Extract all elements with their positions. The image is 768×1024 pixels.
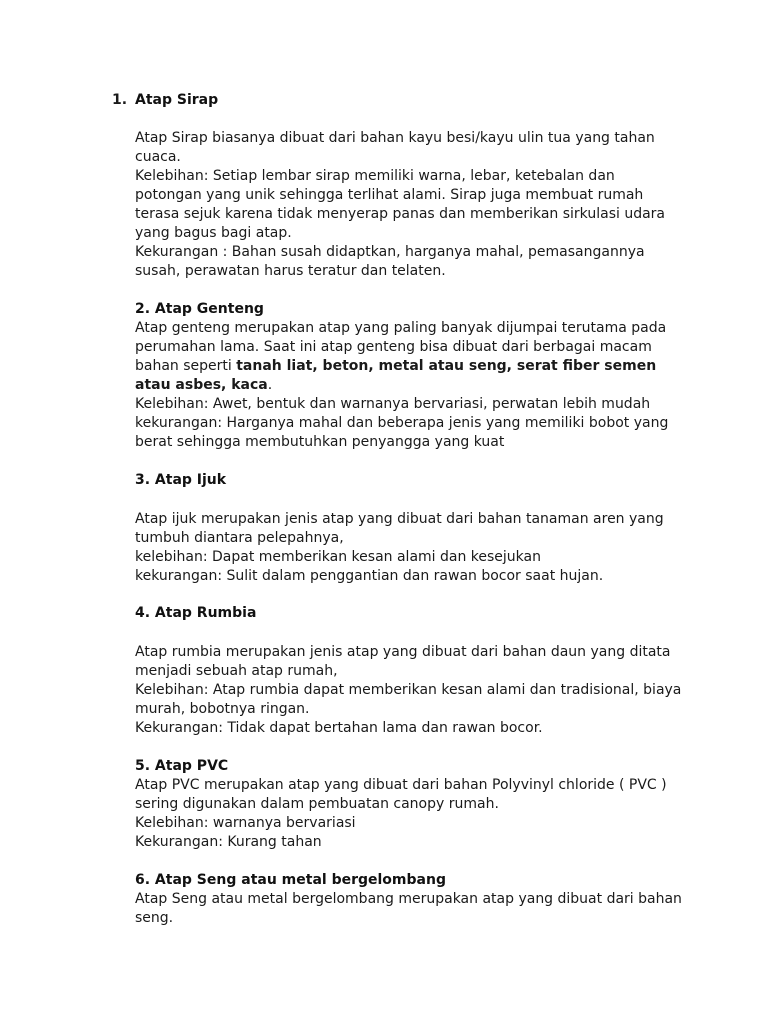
- paragraph-line: berat sehingga membutuhkan penyangga yang kuat: [135, 434, 505, 450]
- section-heading-atap-rumbia: 4. Atap Rumbia: [135, 605, 257, 621]
- plain-text: bahan seperti: [135, 358, 237, 374]
- paragraph-line: menjadi sebuah atap rumah,: [135, 663, 338, 679]
- paragraph-line: kelebihan: Dapat memberikan kesan alami dan kesejukan: [135, 549, 541, 565]
- plain-text: .: [267, 377, 273, 393]
- bold-text: tanah liat, beton, metal atau seng, serat fiber semen: [236, 358, 657, 374]
- section-heading-atap-sirap: Atap Sirap: [135, 92, 219, 108]
- paragraph-line: [135, 357, 695, 376]
- paragraph-line: Atap Sirap biasanya dibuat dari bahan kayu besi/kayu ulin tua yang tahan: [135, 130, 655, 146]
- paragraph-line: yang bagus bagi atap.: [135, 225, 292, 241]
- paragraph-line: potongan yang unik sehingga terlihat alami. Sirap juga membuat rumah: [135, 187, 644, 203]
- paragraph-line: Atap Seng atau metal bergelombang merupakan atap yang dibuat dari bahan: [135, 891, 682, 907]
- section-heading-atap-genteng: 2. Atap Genteng: [135, 301, 264, 317]
- paragraph-line: Kekurangan: Kurang tahan: [135, 834, 322, 850]
- list-number-1: 1.: [112, 92, 128, 108]
- bold-text: atau asbes, kaca: [135, 377, 268, 393]
- paragraph-line: susah, perawatan harus teratur dan telaten.: [135, 263, 446, 279]
- paragraph-line: Kelebihan: Atap rumbia dapat memberikan kesan alami dan tradisional, biaya: [135, 682, 682, 698]
- section-heading-atap-seng: 6. Atap Seng atau metal bergelombang: [135, 872, 446, 888]
- paragraph-line: Kelebihan: warnanya bervariasi: [135, 815, 356, 831]
- paragraph-line: Kelebihan: Setiap lembar sirap memiliki warna, lebar, ketebalan dan: [135, 168, 615, 184]
- paragraph-line: kekurangan: Sulit dalam penggantian dan rawan bocor saat hujan.: [135, 568, 604, 584]
- section-heading-atap-ijuk: 3. Atap Ijuk: [135, 472, 227, 488]
- paragraph-line: Kekurangan : Bahan susah didaptkan, harganya mahal, pemasangannya: [135, 244, 645, 260]
- section-heading-atap-pvc: 5. Atap PVC: [135, 758, 229, 774]
- paragraph-line: Atap genteng merupakan atap yang paling banyak dijumpai terutama pada: [135, 320, 667, 336]
- paragraph-line: terasa sejuk karena tidak menyerap panas dan memberikan sirkulasi udara: [135, 206, 666, 222]
- paragraph-line: Kelebihan: Awet, bentuk dan warnanya bervariasi, perwatan lebih mudah: [135, 396, 651, 412]
- paragraph-line: Atap ijuk merupakan jenis atap yang dibuat dari bahan tanaman aren yang: [135, 511, 664, 527]
- paragraph-line: Atap PVC merupakan atap yang dibuat dari bahan Polyvinyl chloride ( PVC ): [135, 777, 667, 793]
- paragraph-line: tumbuh diantara pelepahnya,: [135, 530, 344, 546]
- paragraph-line: sering digunakan dalam pembuatan canopy rumah.: [135, 796, 499, 812]
- paragraph-line: [135, 376, 695, 395]
- paragraph-line: seng.: [135, 910, 174, 926]
- paragraph-line: Atap rumbia merupakan jenis atap yang dibuat dari bahan daun yang ditata: [135, 644, 671, 660]
- paragraph-line: murah, bobotnya ringan.: [135, 701, 310, 717]
- paragraph-line: kekurangan: Harganya mahal dan beberapa jenis yang memiliki bobot yang: [135, 415, 669, 431]
- paragraph-line: cuaca.: [135, 149, 181, 165]
- paragraph-line: perumahan lama. Saat ini atap genteng bisa dibuat dari berbagai macam: [135, 339, 652, 355]
- paragraph-line: Kekurangan: Tidak dapat bertahan lama dan rawan bocor.: [135, 720, 543, 736]
